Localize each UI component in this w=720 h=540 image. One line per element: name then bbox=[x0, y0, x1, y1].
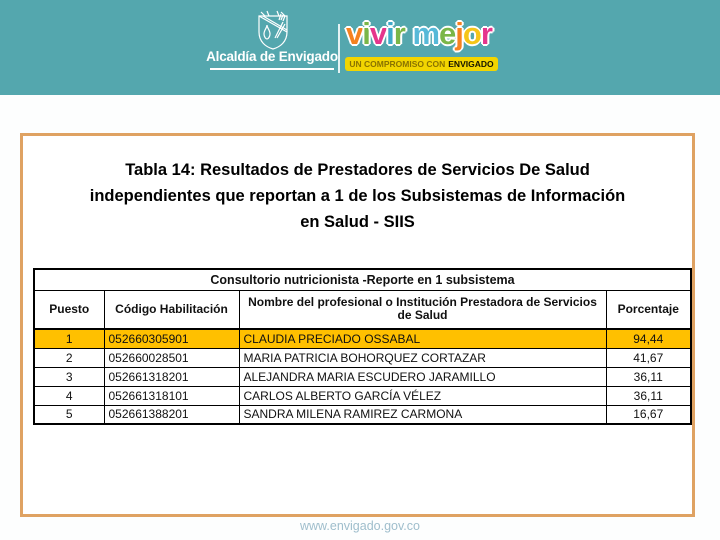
results-table bbox=[33, 268, 692, 425]
cell-codigo: 052661318201 bbox=[104, 367, 239, 386]
cell-puesto: 1 bbox=[34, 329, 104, 348]
logo-letter: i bbox=[386, 16, 394, 51]
col-header-nombre: Nombre del profesional o Institución Prestadora de Servicios de Salud bbox=[239, 290, 606, 329]
cell-codigo: 052661318101 bbox=[104, 386, 239, 405]
table-row bbox=[34, 348, 691, 367]
cell-nombre: MARIA PATRICIA BOHORQUEZ CORTAZAR bbox=[239, 348, 606, 367]
cell-nombre: CARLOS ALBERTO GARCÍA VÉLEZ bbox=[239, 386, 606, 405]
alcaldia-underline bbox=[210, 68, 334, 70]
logo-letter: v bbox=[346, 16, 363, 51]
header-band bbox=[0, 0, 720, 95]
slide-title bbox=[24, 157, 691, 235]
table-span-header: Consultorio nutricionista -Reporte en 1 subsistema bbox=[34, 269, 691, 290]
slide-title-line-2: independientes que reportan a 1 de los Subsistemas de Información bbox=[89, 187, 626, 205]
col-header-codigo: Código Habilitación bbox=[104, 290, 239, 329]
cell-nombre: CLAUDIA PRECIADO OSSABAL bbox=[239, 329, 606, 348]
slide-title-line-1: Tabla 14: Resultados de Prestadores de Servicios De Salud bbox=[125, 161, 590, 179]
logo-divider bbox=[338, 24, 340, 73]
cell-porcentaje: 16,67 bbox=[606, 405, 691, 424]
vivir-mejor-logo bbox=[346, 14, 506, 56]
cell-porcentaje: 36,11 bbox=[606, 367, 691, 386]
logo-letter: j bbox=[455, 16, 463, 51]
logo-letter: e bbox=[439, 16, 456, 51]
cell-puesto: 4 bbox=[34, 386, 104, 405]
footer-url: www.envigado.gov.co bbox=[300, 519, 420, 533]
table-row bbox=[34, 405, 691, 424]
table-row bbox=[34, 329, 691, 348]
logo-letter: o bbox=[462, 16, 481, 51]
alcaldia-logo-text: Alcaldía de Envigado bbox=[206, 49, 338, 64]
cell-porcentaje: 94,44 bbox=[606, 329, 691, 348]
col-header-puesto: Puesto bbox=[34, 290, 104, 329]
cell-codigo: 052660305901 bbox=[104, 329, 239, 348]
cell-codigo: 052660028501 bbox=[104, 348, 239, 367]
cell-codigo: 052661388201 bbox=[104, 405, 239, 424]
tagline-brand: ENVIGADO bbox=[448, 59, 494, 69]
cell-nombre: SANDRA MILENA RAMIREZ CARMONA bbox=[239, 405, 606, 424]
logo-letter: r bbox=[480, 16, 492, 51]
cell-porcentaje: 36,11 bbox=[606, 386, 691, 405]
table-row bbox=[34, 386, 691, 405]
table-row bbox=[34, 367, 691, 386]
tagline-banner bbox=[345, 57, 498, 71]
cell-porcentaje: 41,67 bbox=[606, 348, 691, 367]
logo-letter: m bbox=[412, 16, 440, 51]
cell-nombre: ALEJANDRA MARIA ESCUDERO JARAMILLO bbox=[239, 367, 606, 386]
slide-title-line-3: en Salud - SIIS bbox=[300, 213, 415, 231]
logo-letter: r bbox=[393, 16, 405, 51]
cell-puesto: 3 bbox=[34, 367, 104, 386]
logo-letter: i bbox=[362, 16, 370, 51]
cell-puesto: 5 bbox=[34, 405, 104, 424]
col-header-porcentaje: Porcentaje bbox=[606, 290, 691, 329]
cell-puesto: 2 bbox=[34, 348, 104, 367]
tagline-text: UN COMPROMISO CON bbox=[349, 59, 446, 69]
logo-letter: v bbox=[369, 16, 387, 51]
envigado-coat-of-arms-icon bbox=[255, 10, 291, 50]
